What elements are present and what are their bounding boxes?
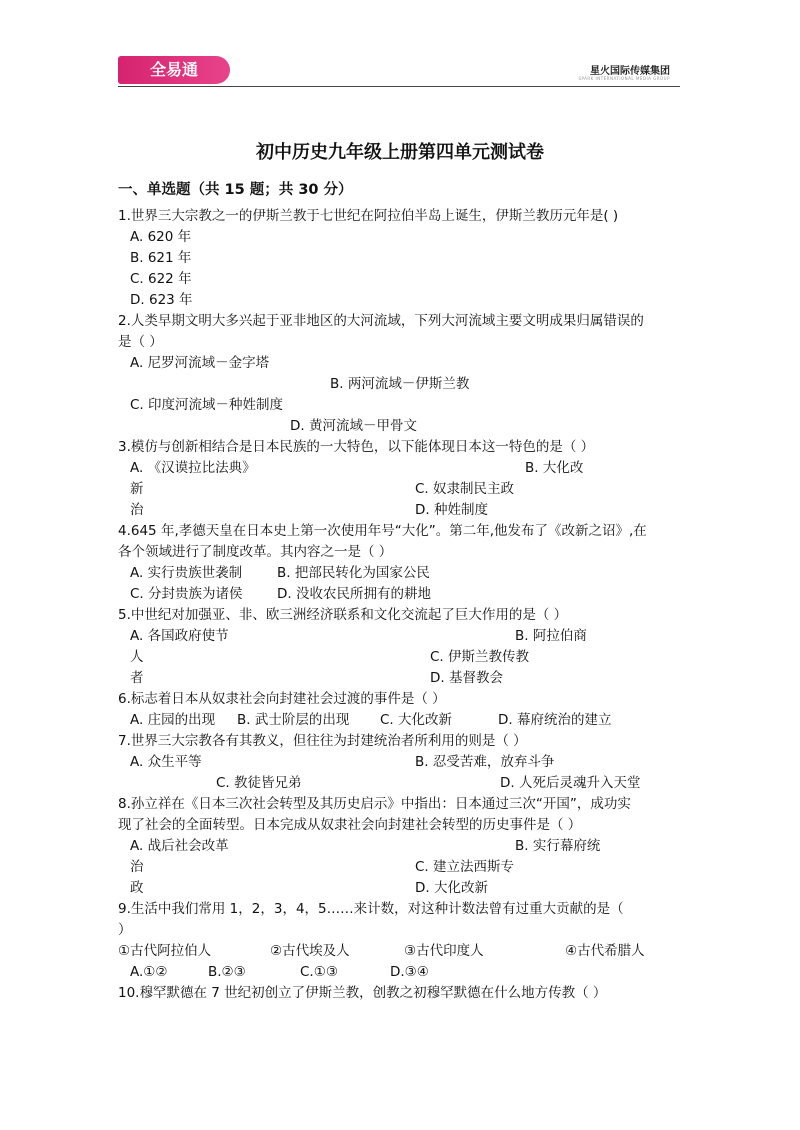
q2-option-d: D. 黄河流域－甲骨文 <box>290 418 417 434</box>
q3-option-d: D. 种姓制度 <box>415 502 488 518</box>
q2-option-b: B. 两河流域－伊斯兰教 <box>330 376 470 392</box>
q3-option-b-wrap: 新 <box>130 481 144 497</box>
q1-option-b: B. 621 年 <box>130 250 192 266</box>
q7-option-d: D. 人死后灵魂升入天堂 <box>500 775 641 791</box>
q5-option-c: C. 伊斯兰教传教 <box>430 649 530 665</box>
q1-stem: 1.世界三大宗教之一的伊斯兰教于七世纪在阿拉伯半岛上诞生，伊斯兰教历元年是( ) <box>118 208 619 224</box>
q9-stem-line2: ） <box>118 922 132 938</box>
q5-option-b: B. 阿拉伯商 <box>515 628 587 644</box>
q7-option-c: C. 教徒皆兄弟 <box>216 775 302 791</box>
q9-option-c: C.①③ <box>300 964 338 980</box>
q6-option-b: B. 武士阶层的出现 <box>237 712 350 728</box>
q8-stem-line1: 8.孙立祥在《日本三次社会转型及其历史启示》中指出：日本通过三次“开国”，成功实 <box>118 796 631 812</box>
q6-option-d: D. 幕府统治的建立 <box>498 712 612 728</box>
q3-option-c: C. 奴隶制民主政 <box>415 481 515 497</box>
q3-stem: 3.模仿与创新相结合是日本民族的一大特色，以下能体现日本这一特色的是（ ） <box>118 439 595 455</box>
q2-stem-line1: 2.人类早期文明大多兴起于亚非地区的大河流域，下列大河流域主要文明成果归属错误的 <box>118 313 644 329</box>
q5-stem: 5.中世纪对加强亚、非、欧三洲经济联系和文化交流起了巨大作用的是（ ） <box>118 607 568 623</box>
q4-stem-line1: 4.645 年,孝德天皇在日本史上第一次使用年号“大化”。第二年,他发布了《改新之诏》,在 <box>118 523 647 539</box>
q1-option-c: C. 622 年 <box>130 271 192 287</box>
q8-stem-line2: 现了社会的全面转型。日本完成从奴隶社会向封建社会转型的历史事件是（ ） <box>118 817 582 833</box>
page-title: 初中历史九年级上册第四单元测试卷 <box>256 142 544 163</box>
q2-option-a: A. 尼罗河流域－金字塔 <box>130 355 270 371</box>
q9-stem-line1: 9.生活中我们常用 1，2，3，4，5……来计数，对这种计数法曾有过重大贡献的是（ <box>118 901 624 917</box>
q2-option-c: C. 印度河流域－种姓制度 <box>130 397 284 413</box>
q8-option-b: B. 实行幕府统 <box>515 838 601 854</box>
logo: 全易通 <box>118 56 230 84</box>
q4-option-c: C. 分封贵族为诸侯 <box>130 586 243 602</box>
q7-option-a: A. 众生平等 <box>130 754 202 770</box>
section-heading: 一、单选题（共 15 题；共 30 分） <box>118 182 353 198</box>
q1-option-a: A. 620 年 <box>130 229 192 245</box>
header-divider <box>118 86 680 87</box>
q9-choice-4: ④古代希腊人 <box>565 943 645 959</box>
q5-option-d: D. 基督教会 <box>430 670 503 686</box>
q8-option-c-wrap: 政 <box>130 880 144 896</box>
publisher-subtitle: SPARK INTERNATIONAL MEDIA GROUP <box>578 76 670 81</box>
q6-option-a: A. 庄园的出现 <box>130 712 216 728</box>
q6-stem: 6.标志着日本从奴隶社会向封建社会过渡的事件是（ ） <box>118 691 446 707</box>
q8-option-c: C. 建立法西斯专 <box>415 859 515 875</box>
q3-option-c-wrap: 治 <box>130 502 144 518</box>
q5-option-b-wrap: 人 <box>130 649 144 665</box>
q5-option-c-wrap: 者 <box>130 670 144 686</box>
q10-stem: 10.穆罕默德在 7 世纪初创立了伊斯兰教，创教之初穆罕默德在什么地方传教（ ） <box>118 985 607 1001</box>
q1-option-d: D. 623 年 <box>130 292 193 308</box>
q9-choice-3: ③古代印度人 <box>404 943 484 959</box>
q9-option-b: B.②③ <box>208 964 246 980</box>
q2-stem-line2: 是（ ） <box>118 334 163 350</box>
q7-option-b: B. 忍受苦难，放弃斗争 <box>415 754 555 770</box>
q4-option-a: A. 实行贵族世袭制 <box>130 565 243 581</box>
q6-option-c: C. 大化改新 <box>380 712 453 728</box>
q9-choice-1: ①古代阿拉伯人 <box>118 943 212 959</box>
q9-option-a: A.①② <box>130 964 168 980</box>
q9-option-d: D.③④ <box>390 964 429 980</box>
q8-option-a: A. 战后社会改革 <box>130 838 229 854</box>
q4-stem-line2: 各个领域进行了制度改革。其内容之一是（ ） <box>118 544 393 560</box>
q9-choice-2: ②古代埃及人 <box>270 943 350 959</box>
q8-option-d: D. 大化改新 <box>415 880 488 896</box>
q4-option-d: D. 没收农民所拥有的耕地 <box>277 586 431 602</box>
q8-option-b-wrap: 治 <box>130 859 144 875</box>
q7-stem: 7.世界三大宗教各有其教义，但往往为封建统治者所利用的则是（ ） <box>118 733 527 749</box>
q4-option-b: B. 把部民转化为国家公民 <box>277 565 430 581</box>
q3-option-b: B. 大化改 <box>525 460 584 476</box>
q5-option-a: A. 各国政府使节 <box>130 628 229 644</box>
publisher-name: 星火国际传媒集团 <box>590 66 670 77</box>
q3-option-a: A. 《汉谟拉比法典》 <box>130 460 256 476</box>
